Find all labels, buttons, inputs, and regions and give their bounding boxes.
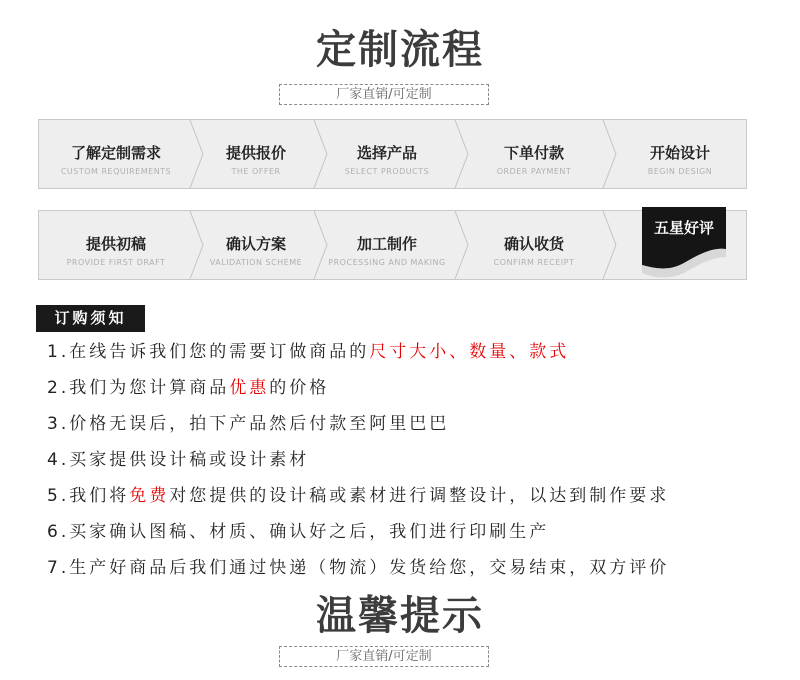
- step-title: 了解定制需求: [70, 144, 161, 162]
- footer-subtitle: 厂家直销/可定制: [279, 646, 489, 667]
- item-text: 6.买家确认图稿、材质、确认好之后，我们进行印刷生产: [47, 522, 550, 542]
- item-text: 7.生产好商品后我们通过快递（物流）发货给您，交易结束，双方评价: [47, 558, 670, 578]
- footer-title: 温馨提示: [316, 593, 484, 639]
- item-text: 1.在线告诉我们您的需要订做商品的: [47, 342, 370, 362]
- step-processing-making: [321, 211, 453, 279]
- step-order-payment: [466, 120, 602, 188]
- step-subtitle: SELECT PRODUCTS: [344, 167, 430, 176]
- step-validation-scheme: [199, 211, 313, 279]
- process-row-1: [38, 119, 747, 189]
- list-item: [47, 484, 669, 508]
- step-the-offer: [199, 120, 313, 188]
- step-subtitle: BEGIN DESIGN: [647, 167, 713, 176]
- item-text: 5.我们将: [47, 486, 130, 506]
- step-subtitle: ORDER PAYMENT: [496, 167, 572, 176]
- step-subtitle: THE OFFER: [231, 167, 281, 176]
- item-highlight: 免费: [129, 486, 170, 506]
- step-title: 确认收货: [503, 235, 564, 253]
- item-text: 2.我们为您计算商品: [47, 378, 230, 398]
- list-item: [47, 520, 549, 544]
- step-subtitle: PROVIDE FIRST DRAFT: [66, 258, 166, 267]
- step-subtitle: CONFIRM RECEIPT: [493, 258, 575, 267]
- list-item: [47, 412, 449, 436]
- page-title: 定制流程: [316, 27, 484, 73]
- list-item: [47, 376, 329, 400]
- step-custom-requirements: [39, 120, 193, 188]
- list-item: [47, 448, 309, 472]
- step-subtitle: PROCESSING AND MAKING: [328, 258, 446, 267]
- step-begin-design: [614, 120, 746, 188]
- item-text-tail: 对您提供的设计稿或素材进行调整设计，以达到制作要求: [169, 486, 670, 506]
- item-highlight: 尺寸大小、数量、款式: [369, 342, 570, 362]
- chevron-right-icon: [602, 211, 618, 279]
- step-title: 提供初稿: [85, 235, 146, 253]
- step-provide-first-draft: [39, 211, 193, 279]
- page-subtitle: 厂家直销/可定制: [279, 84, 489, 105]
- step-subtitle: CUSTOM REQUIREMENTS: [60, 167, 172, 176]
- item-text-tail: 的价格: [269, 378, 330, 398]
- step-title: 选择产品: [356, 144, 417, 162]
- item-highlight: 优惠: [229, 378, 270, 398]
- step-title: 加工制作: [356, 235, 417, 253]
- step-confirm-receipt: [466, 211, 602, 279]
- process-row-2: [38, 210, 747, 280]
- notice-tag: 订购须知: [36, 305, 145, 332]
- list-item: [47, 340, 569, 364]
- step-title: 提供报价: [225, 144, 286, 162]
- step-title: 开始设计: [649, 144, 710, 162]
- step-title: 确认方案: [225, 235, 286, 253]
- step-select-products: [321, 120, 453, 188]
- list-item: [47, 556, 669, 580]
- badge-label: 五星好评: [653, 219, 714, 237]
- step-subtitle: VALIDATION SCHEME: [209, 258, 303, 267]
- step-title: 下单付款: [503, 144, 564, 162]
- five-star-review-badge: [642, 207, 726, 279]
- item-text: 3.价格无误后，拍下产品然后付款至阿里巴巴: [47, 414, 450, 434]
- item-text: 4.买家提供设计稿或设计素材: [47, 450, 310, 470]
